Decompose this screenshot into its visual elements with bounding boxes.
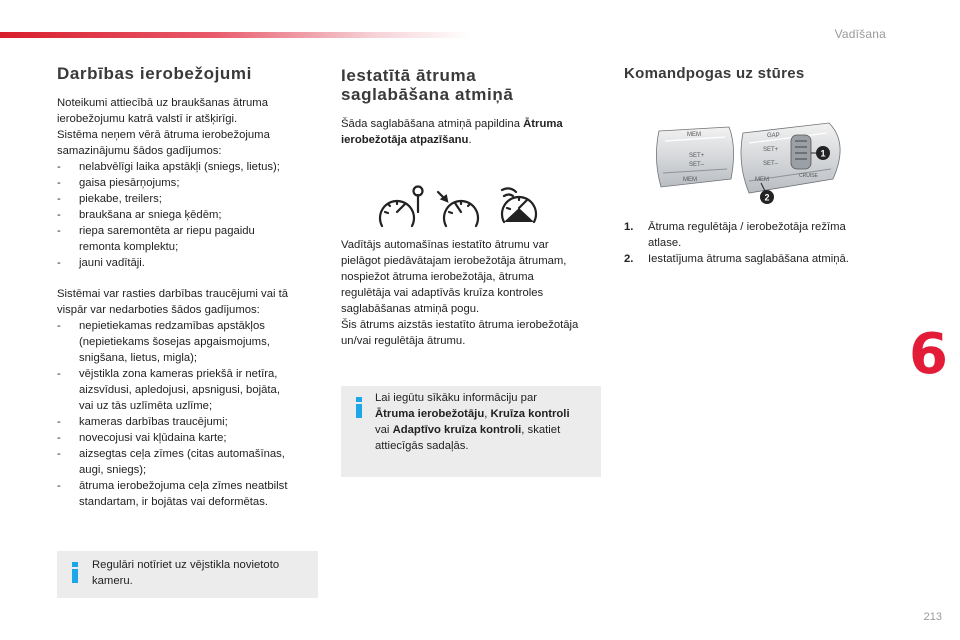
header-accent-bar: [0, 32, 470, 38]
section-title: Komandpogas uz stūres: [624, 65, 805, 82]
svg-text:SET–: SET–: [763, 161, 779, 167]
controls-list: [624, 219, 886, 267]
page-number: 213: [923, 611, 942, 623]
intro-paragraph: Šāda saglabāšana atmiņā papildina Ātruma ierobežotāja atpazīšanu.: [341, 118, 563, 146]
svg-text:2: 2: [764, 192, 770, 203]
adaptive-cruise-icon: [502, 188, 536, 222]
cruise-control-icon: [438, 192, 478, 226]
intro-paragraph: Noteikumi attiecībā uz braukšanas ātruma ierobežojumu katrā valstī ir atšķirīgi. Sistēma neņem vērā ātruma ierobežojuma samazinājumu šādos gadījumos:: [57, 97, 270, 157]
chapter-title: Vadīšana: [834, 27, 886, 41]
left-stalk: [656, 127, 733, 187]
info-box-camera: [57, 551, 318, 598]
list-item: - nepietiekamas redzamības apstākļos (nepietiekams šosejas apgaismojums, snigšana, lietus, migla);: [57, 318, 319, 366]
svg-text:SET+: SET+: [763, 147, 779, 153]
list-item: - piekabe, treilers;: [57, 191, 319, 207]
svg-text:MEM: MEM: [755, 177, 769, 183]
list-item: - aizsegtas ceļa zīmes (citas automašīnas, augi, sniegs);: [57, 446, 319, 478]
info-text: Lai iegūtu sīkāku informāciju par Ātruma ierobežotāju, Kruīza kontroli vai Adaptīvo kruīza kontroli, skatiet attiecīgās sadaļās.: [375, 392, 570, 452]
speed-limiter-icon: [380, 187, 423, 227]
section-operating-limits: [57, 64, 319, 510]
steering-stalk-illustration: [651, 117, 869, 207]
malfunction-paragraph: Sistēmai var rasties darbības traucējumi vai tā vispār var nedarboties šādos gadījumos:: [57, 288, 289, 316]
list-item: - gaisa piesārņojums;: [57, 175, 319, 191]
section-title: Darbības ierobežojumi: [57, 64, 252, 83]
info-text: Regulāri notīriet uz vējstikla novietoto kameru.: [92, 559, 280, 587]
chapter-number: 6: [909, 322, 948, 387]
conditions-list: [57, 159, 319, 271]
svg-text:1: 1: [820, 148, 826, 159]
section-steering-controls: [624, 66, 894, 82]
controls-list-block: [624, 219, 886, 267]
svg-text:MEM: MEM: [687, 132, 701, 138]
list-item: - jauni vadītāji.: [57, 255, 319, 271]
list-item: - novecojusi vai kļūdaina karte;: [57, 430, 319, 446]
section-title: Iestatītā ātruma saglabāšana atmiņā: [341, 66, 514, 104]
malfunction-list: [57, 318, 319, 510]
body-paragraph: Vadītājs automašīnas iestatīto ātrumu var pielāgot piedāvātajam ierobežotāja ātrumam, nospiežot ātruma ierobežotāja, ātruma regulētāja vai adaptīvās kruīza kontroles saglabāšanas atmiņā pogu. Šis ātrums aizstās iestatīto ātruma ierobežotāja un/vai regulētāja ātrumu.: [341, 239, 579, 347]
list-item: 2. Iestatījuma ātruma saglabāšana atmiņā.: [624, 253, 849, 265]
list-item: - nelabvēlīgi laika apstākļi (sniegs, lietus);: [57, 159, 319, 175]
list-item: - kameras darbības traucējumi;: [57, 414, 319, 430]
list-item: - ātruma ierobežojuma ceļa zīmes neatbilst standartam, ir bojātas vai deformētas.: [57, 478, 319, 510]
svg-text:MEM: MEM: [683, 177, 697, 183]
list-item: - riepa saremontēta ar riepu pagaidu remonta komplektu;: [57, 223, 319, 255]
svg-text:SET+: SET+: [689, 153, 705, 159]
list-item: - braukšana ar sniega ķēdēm;: [57, 207, 319, 223]
info-box-more-info: [341, 386, 601, 477]
speed-icons-row: [376, 182, 546, 230]
list-item: 1. Ātruma regulētāja / ierobežotāja režīma atlase.: [624, 221, 846, 249]
list-item: - vējstikla zona kameras priekšā ir netīra, aizsvīdusi, apledojusi, apsnigusi, bojāta, vai uz tās uzlīmēta uzlīme;: [57, 366, 319, 414]
svg-text:GAP: GAP: [767, 133, 780, 139]
svg-text:SET–: SET–: [689, 162, 705, 168]
svg-text:CRUISE: CRUISE: [799, 173, 818, 179]
